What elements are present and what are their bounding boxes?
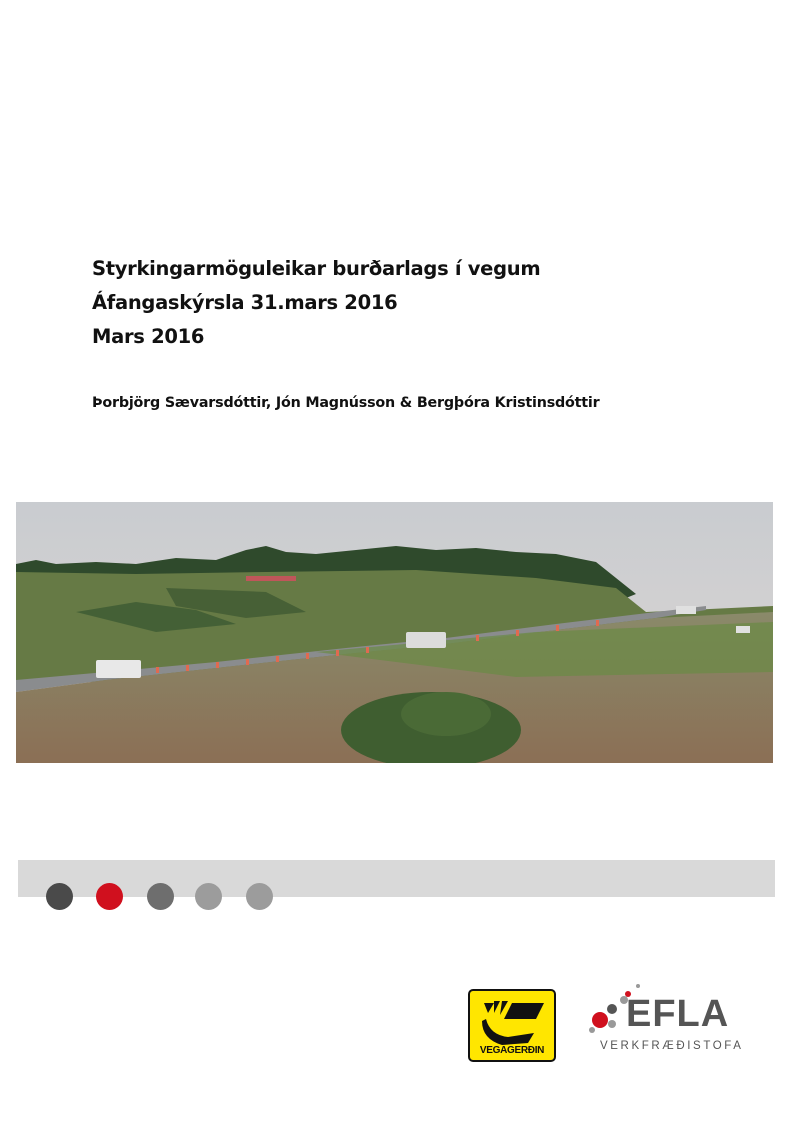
title-block [92,252,540,354]
decorative-bar [18,860,775,897]
landscape-photo-icon [16,502,773,763]
vegagerdin-logo [468,989,556,1062]
report-title: Styrkingarmöguleikar burðarlags í vegum [92,257,541,280]
authors: Þorbjörg Sævarsdóttir, Jón Magnússon & Bergþóra Kristinsdóttir [92,395,600,411]
efla-subtitle: VERKFRÆÐISTOFA [600,1040,744,1052]
report-subtitle: Áfangaskýrsla 31.mars 2016 [92,291,398,314]
cover-photo [16,502,773,763]
dot-gray-icon [147,883,174,910]
dot-red-icon [96,883,123,910]
efla-logo [586,982,756,1057]
vegagerdin-label: VEGAGERÐIN [479,1045,545,1056]
dot-lightgray-icon [246,883,273,910]
efla-wordmark: EFLA [626,993,730,1035]
dot-lightgray-icon [195,883,222,910]
report-date: Mars 2016 [92,325,205,348]
dot-dark-icon [46,883,73,910]
